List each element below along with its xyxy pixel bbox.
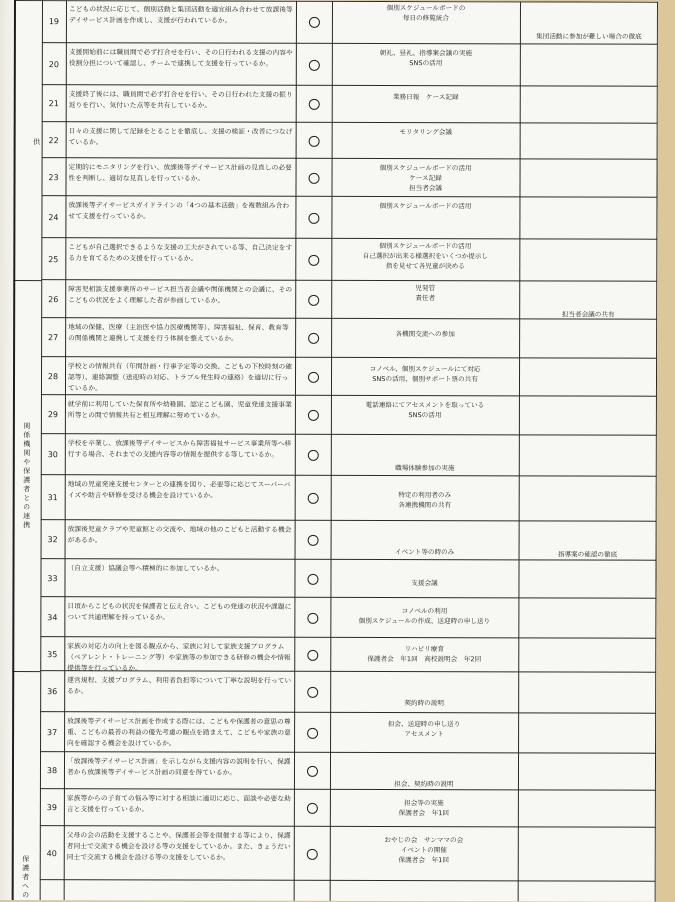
evaluation-item-text: 定期的にモニタリングを行い、放課後等デイサービス計画の見直しの必要性を判断し、適切な見直しを行っているか。 xyxy=(68,163,292,183)
circle-mark-icon xyxy=(307,535,318,546)
improvement-note xyxy=(519,159,657,197)
improvement-note xyxy=(518,713,656,753)
evaluation-item-text: こどもが自己選択できるような支援の工夫がされている等、自己決定をする力を育てるための支援を行っているか。 xyxy=(68,243,293,263)
evaluation-item-text: こどもの状況に応じて、個別活動と集団活動を適宜組み合わせて放課後等デイサービス計画を作成し、支援が行われているか。 xyxy=(68,5,293,25)
evaluation-item-text: 障害児相談支援事業所のサービス担当者会議や関係機関との会議に、そのこどもの状況をよく理解した者が参画しているか。 xyxy=(68,285,293,305)
check-mark-cell xyxy=(294,753,330,790)
evaluation-item-text: 日々の支援に関して記録をとることを徹底し、支援の検証・改善につなげているか。 xyxy=(68,127,293,147)
table-row xyxy=(0,238,657,282)
implementation-note: 朝礼、昼礼、指導案会議の実施 SNSの活用 xyxy=(379,48,473,68)
circle-mark-icon xyxy=(308,294,319,305)
item-number: 37 xyxy=(46,727,58,737)
check-mark-cell xyxy=(294,560,330,598)
check-mark-cell xyxy=(294,790,330,827)
category-label: 関係機関や保護者との連携 xyxy=(22,421,31,530)
item-number: 23 xyxy=(48,172,59,182)
check-mark-cell xyxy=(295,197,331,239)
circle-mark-icon xyxy=(306,803,317,814)
circle-mark-icon xyxy=(307,687,318,698)
table-row xyxy=(0,520,657,561)
implementation-note: 業務日報 ケース記録 xyxy=(392,93,459,102)
evaluation-item-text: 学校を卒業し、放課後等デイサービスから障害福祉サービス事業所等へ移行する場合、それまでの支援内容等の情報を提供する等しているか。 xyxy=(67,439,292,459)
implementation-note: コノベル、個別スケジュールにて対応 SNSの活用、個別サポート票の共有 xyxy=(369,364,481,384)
improvement-note xyxy=(518,598,656,638)
improvement-note: 集団活動に参加が難しい場合の徹底 xyxy=(536,32,642,41)
evaluation-item-text: 日頃からこどもの状況を保護者と伝え合い、こどもの発達の状況や課題について共通理解を持っているか。 xyxy=(67,602,292,622)
improvement-note xyxy=(518,560,656,598)
circle-mark-icon xyxy=(307,727,318,738)
evaluation-item-text: 家族の対応力の向上を図る観点から、家族に対して家族支援プログラム（ペアレント・トレーニング等）や家族等の参加できる研修の機会や情報提供等を行っているか。 xyxy=(67,642,291,673)
item-number: 33 xyxy=(47,573,58,583)
table-row xyxy=(0,318,657,359)
table-row xyxy=(0,559,657,599)
circle-mark-icon xyxy=(308,135,319,146)
improvement-note xyxy=(519,396,657,435)
improvement-note xyxy=(520,123,658,159)
improvement-note xyxy=(519,435,657,476)
item-number: 19 xyxy=(48,17,60,27)
table-row xyxy=(0,826,656,882)
check-mark-cell xyxy=(295,435,331,476)
circle-mark-icon xyxy=(307,493,318,504)
improvement-note xyxy=(519,319,657,358)
item-number: 27 xyxy=(48,333,59,343)
table-row xyxy=(0,280,657,320)
implementation-note: 契約時の説明 xyxy=(404,699,444,708)
item-number: 29 xyxy=(47,410,59,420)
table-row xyxy=(0,597,656,639)
improvement-note xyxy=(519,358,657,396)
implementation-note: おやじの会 サンママの会 イベントの開催 保護者会 年1回 xyxy=(384,836,464,865)
implementation-note: 担会等の実施 保護者会 年1回 xyxy=(398,799,450,818)
category-label: 保護者への xyxy=(21,855,30,901)
improvement-note xyxy=(518,827,656,881)
check-mark-cell xyxy=(296,1,332,44)
implementation-note: 個別スケジュールボードの活用 xyxy=(379,201,472,211)
check-mark-cell xyxy=(295,521,331,560)
check-mark-cell xyxy=(296,44,332,86)
implementation-note: 職場体験参加の実施 xyxy=(395,464,455,473)
table-row xyxy=(0,671,656,714)
table-row xyxy=(0,637,656,673)
implementation-note: 児発管 責任者 xyxy=(415,284,436,303)
improvement-note xyxy=(518,790,656,827)
table-row xyxy=(0,395,657,436)
implementation-note: 各機関交流への参加 xyxy=(395,330,455,339)
evaluation-item-text: 放課後等デイサービス計画を作成する際には、こどもや保護者の意思の尊重、こどもの最善の利益の優先考慮の観点を踏まえて、こどもや家族の意向を確認する機会を設けているか。 xyxy=(67,717,291,748)
item-number: 31 xyxy=(47,493,58,503)
check-mark-cell xyxy=(295,281,331,319)
item-number: 40 xyxy=(46,848,57,858)
check-mark-cell xyxy=(295,159,331,197)
circle-mark-icon xyxy=(308,99,319,110)
check-mark-cell xyxy=(295,319,331,358)
table-row xyxy=(0,434,657,477)
item-number: 32 xyxy=(47,535,58,545)
table-row xyxy=(0,712,656,754)
row-border xyxy=(40,879,656,882)
improvement-note xyxy=(518,638,656,672)
circle-mark-icon xyxy=(306,766,317,777)
implementation-note: 個別スケジュールボードの 毎日の修覧統合 xyxy=(386,4,466,23)
item-number: 39 xyxy=(46,803,57,813)
circle-mark-icon xyxy=(308,212,319,223)
evaluation-item-text: 支援終了後には、職員間で必ず打合せを行い、その日行われた支援の振り返りを行い、気付いた点等を共有しているか。 xyxy=(68,90,293,110)
improvement-note xyxy=(519,476,657,521)
check-mark-cell xyxy=(295,358,331,396)
item-number: 30 xyxy=(47,450,58,460)
circle-mark-icon xyxy=(308,17,319,28)
table-row xyxy=(0,196,657,240)
implementation-note: リハビリ療育 保護者会 年1回 高校説明会 年2回 xyxy=(367,645,482,664)
improvement-note xyxy=(520,44,658,86)
evaluation-item-text: 「放課後等デイサービス計画」を示しながら支援内容の説明を行い、保護者から放課後等デイサービス計画の同意を得ているか。 xyxy=(66,757,291,777)
evaluation-item-text: 学校との情報共有（年間計画・行事予定等の交換、こどもの下校時刻の確認等）、連絡調整（送迎時の対応、トラブル発生時の連絡）を適切に行っているか。 xyxy=(67,362,293,393)
improvement-note xyxy=(519,197,657,239)
check-mark-cell xyxy=(295,476,331,521)
evaluation-item-text: （自立支援）協議会等へ積極的に参加しているか。 xyxy=(67,564,224,573)
table-row xyxy=(0,122,658,160)
table-row xyxy=(0,752,656,791)
table-row xyxy=(0,85,658,124)
item-number: 24 xyxy=(48,212,59,222)
implementation-note: 担会、送迎時の申し送り アセスメント xyxy=(387,720,461,739)
check-mark-cell xyxy=(294,598,330,638)
item-number: 21 xyxy=(48,99,59,109)
circle-mark-icon xyxy=(307,612,318,623)
category-label: 供 xyxy=(32,137,41,147)
implementation-note: コノベルの利用 個別スケジュールの作成、送迎時の申し送り xyxy=(358,607,491,626)
item-number: 26 xyxy=(48,294,59,304)
evaluation-item-text: 家族等からの子育ての悩み等に対する相談に適切に応じ、面談や必要な助言と支援を行っているか。 xyxy=(66,794,291,814)
implementation-note: 電話連絡にてアセスメントを取っている SNSの活用 xyxy=(365,400,485,420)
circle-mark-icon xyxy=(308,371,319,382)
category-separator xyxy=(13,280,41,281)
evaluation-item-text: 放課後児童クラブや児童館との交流や、地域の他のこどもと活動する機会があるか。 xyxy=(67,525,292,545)
circle-mark-icon xyxy=(307,573,318,584)
evaluation-item-text: 地域の児童発達支援センターとの連携を図り、必要等に応じてスーパーバイズや助言や研修を受ける機会を設けているか。 xyxy=(67,480,291,500)
circle-mark-icon xyxy=(308,254,319,265)
item-number: 38 xyxy=(46,766,58,776)
evaluation-item-text: 就学前に利用していた保育所や幼稚園、認定こども園、児童発達支援事業所等との間で情報共有と相互理解に努めているか。 xyxy=(67,400,292,420)
check-mark-cell xyxy=(296,86,332,123)
check-mark-cell xyxy=(295,239,331,281)
implementation-note: 個別スケジュールボードの活用 自己選択が出来る様選択をいくつか提示し 指を見せて各児童が決める xyxy=(362,241,488,271)
circle-mark-icon xyxy=(308,172,319,183)
table-row xyxy=(0,0,658,45)
category-separator xyxy=(12,671,40,672)
table-row xyxy=(0,43,658,87)
implementation-note: モリタリング会議 xyxy=(399,128,452,137)
item-number: 22 xyxy=(48,135,59,145)
check-mark-cell xyxy=(296,123,332,159)
implementation-note: イベント等の時のみ xyxy=(394,548,455,557)
item-number: 35 xyxy=(47,649,58,659)
evaluation-item-text: 運営規程、支援プログラム、利用者負担等について丁寧な説明を行っているか。 xyxy=(67,676,292,696)
item-number: 28 xyxy=(47,371,59,381)
table-row xyxy=(0,475,657,522)
circle-mark-icon xyxy=(307,649,318,660)
improvement-note: 指導案の確認の徹底 xyxy=(557,550,618,559)
check-mark-cell xyxy=(294,638,330,672)
circle-mark-icon xyxy=(308,333,319,344)
improvement-note xyxy=(518,753,656,790)
improvement-note xyxy=(518,672,656,713)
check-mark-cell xyxy=(294,713,330,753)
evaluation-item-text: 放課後等デイサービスガイドラインの「4つの基本活動」を複数組み合わせて支援を行っているか。 xyxy=(68,201,290,221)
evaluation-item-text: 支援開始前には職員間で必ず打合せを行い、その日行われる支援の内容や役割分担について確認し、チームで連携して支援を行っているか。 xyxy=(68,48,293,68)
item-number: 20 xyxy=(48,59,59,69)
circle-mark-icon xyxy=(306,848,317,859)
implementation-note: 個別スケジュールボードの活用 ケース記録 担当者会議 xyxy=(379,163,472,193)
circle-mark-icon xyxy=(307,450,318,461)
item-number: 36 xyxy=(47,687,58,697)
check-mark-cell xyxy=(294,672,330,713)
evaluation-item-text: 父母の会の活動を支援することや、保護者会等を開催する等により、保護者同士で交流する機会を設ける等の支援をしているか。また、きょうだい同士で交流する機会を設ける等の支援をしているか。 xyxy=(66,831,291,862)
check-mark-cell xyxy=(294,827,330,881)
table-row xyxy=(0,158,658,198)
circle-mark-icon xyxy=(307,410,318,421)
evaluation-item-text: 地域の保健、医療（主治医や協力医療機関等）、障害福祉、保育、教育等の関係機関と連携して支援を行う体制を整えているか。 xyxy=(68,323,289,343)
circle-mark-icon xyxy=(308,59,319,70)
item-number: 25 xyxy=(48,254,59,264)
improvement-note: 担当者会議の共有 xyxy=(561,310,615,319)
implementation-note: 担会、契約時の説明 xyxy=(394,780,454,789)
implementation-note: 特定の利用者のみ 各連携機関の共有 xyxy=(398,491,452,510)
check-mark-cell xyxy=(295,396,331,435)
improvement-note xyxy=(519,239,657,281)
table-row xyxy=(0,357,657,397)
implementation-note: 支援会議 xyxy=(411,579,438,588)
item-number: 34 xyxy=(47,612,58,622)
improvement-note xyxy=(520,86,658,123)
table-row xyxy=(0,789,656,828)
